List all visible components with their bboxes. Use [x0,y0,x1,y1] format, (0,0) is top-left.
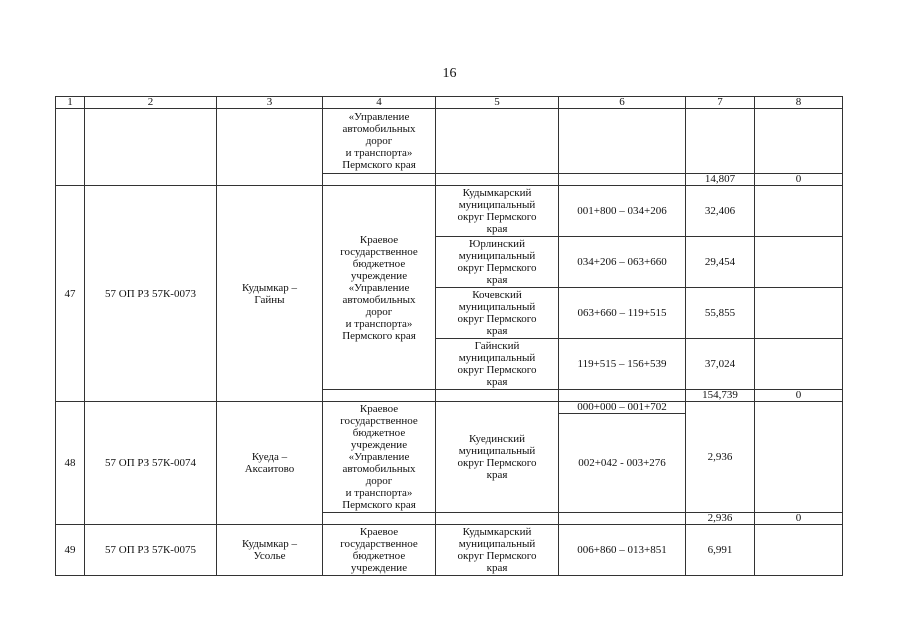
owner-line: дорог [365,305,393,318]
km-range: 034+206 – 063+660 [559,237,686,288]
owner-line: учреждение [350,269,408,282]
owner-line: Пермского края [342,159,416,171]
column-number: 8 [755,97,843,109]
district-line: края [486,562,508,574]
owner-line: Пермского края [342,499,416,511]
column-number: 3 [217,97,323,109]
district-line: края [486,469,508,481]
road-registry-table [55,96,843,576]
owner-line: дорог [365,475,393,487]
district-line: Куединский [469,433,525,445]
km-range: 000+000 – 001+702 [559,402,686,414]
km-range: 119+515 – 156+539 [559,339,686,390]
table-row [56,525,843,576]
km-range: 001+800 – 034+206 [559,186,686,237]
continuation-row [56,109,843,174]
row-number: 49 [56,525,85,576]
district-line: края [486,376,508,388]
owner-line: и транспорта» [345,317,413,330]
owner-line: «Управление [348,281,410,294]
owner-line: автомобильных [342,293,416,306]
owner-line: учреждение [350,562,408,574]
owner-cell [323,109,436,174]
total-col8: 0 [755,174,843,186]
total-length: 14,807 [686,174,755,186]
owner-line: Пермского края [342,329,416,342]
owner-line: Краевое [359,526,399,538]
column-number: 4 [323,97,436,109]
segment-length: 37,024 [686,339,755,390]
district-line: муниципальный [458,352,536,364]
column-number: 7 [686,97,755,109]
district-cell [436,402,559,513]
road-name-line: Аксаитово [244,463,295,475]
district-line: округ Пермского [457,313,537,325]
district-line: края [486,274,508,286]
owner-line: государственное [340,538,418,550]
district-cell [436,525,559,576]
district-line: Кочевский [472,289,522,301]
owner-cell [323,186,436,390]
column-number-row [56,97,843,109]
owner-line: государственное [340,415,418,427]
owner-line: «Управление [348,111,410,123]
segment-length: 55,855 [686,288,755,339]
district-line: округ Пермского [457,457,537,469]
road-name-line: Кудымкар – [241,538,298,550]
segment-length: 29,454 [686,237,755,288]
row-number: 47 [56,186,85,402]
total-length: 2,936 [686,513,755,525]
owner-line: учреждение [350,439,408,451]
owner-line: дорог [365,135,393,147]
district-cell [436,288,559,339]
road-name [217,186,323,402]
owner-cell [323,525,436,576]
district-line: округ Пермского [457,364,537,376]
column-number: 6 [559,97,686,109]
segment-length: 6,991 [686,525,755,576]
road-name-line: Гайны [254,293,285,306]
km-range: 006+860 – 013+851 [559,525,686,576]
segment-length: 2,936 [686,402,755,513]
owner-line: государственное [340,245,418,258]
district-line: муниципальный [458,250,536,262]
page-number: 16 [442,66,457,81]
table-row [56,402,843,414]
district-line: Кудымкарский [462,526,532,538]
owner-line: «Управление [348,451,410,463]
owner-line: бюджетное [352,257,406,270]
district-line: муниципальный [458,199,536,211]
road-name-line: Усолье [253,550,286,562]
owner-line: и транспорта» [345,147,413,159]
road-name [217,525,323,576]
owner-line: бюджетное [352,550,406,562]
table-row [56,186,843,237]
km-range: 063+660 – 119+515 [559,288,686,339]
road-name-line: Кудымкар – [241,281,298,294]
district-line: округ Пермского [457,550,537,562]
road-code: 57 ОП РЗ 57К-0075 [85,525,217,576]
column-number: 2 [85,97,217,109]
district-line: муниципальный [458,538,536,550]
district-line: края [486,325,508,337]
district-cell [436,186,559,237]
district-line: края [486,223,508,235]
owner-line: бюджетное [352,427,406,439]
column-number: 1 [56,97,85,109]
district-line: Кудымкарский [462,187,532,199]
district-line: Гайнский [474,340,520,352]
district-line: муниципальный [458,445,536,457]
district-line: Юрлинский [469,238,525,250]
km-range: 002+042 - 003+276 [559,414,686,513]
column-number: 5 [436,97,559,109]
row-number: 48 [56,402,85,525]
district-cell [436,237,559,288]
segment-length: 32,406 [686,186,755,237]
total-col8: 0 [755,513,843,525]
district-line: округ Пермского [457,211,537,223]
total-col8: 0 [755,390,843,402]
owner-line: Краевое [359,233,399,246]
owner-cell [323,402,436,513]
road-code: 57 ОП РЗ 57К-0074 [85,402,217,525]
owner-line: Краевое [359,403,399,415]
total-length: 154,739 [686,390,755,402]
district-cell [436,339,559,390]
owner-line: автомобильных [342,463,416,475]
road-name [217,402,323,525]
district-line: округ Пермского [457,262,537,274]
district-line: муниципальный [458,301,536,313]
road-name-line: Куеда – [251,451,288,463]
road-code: 57 ОП РЗ 57К-0073 [85,186,217,402]
owner-line: и транспорта» [345,487,413,499]
owner-line: автомобильных [342,123,416,135]
